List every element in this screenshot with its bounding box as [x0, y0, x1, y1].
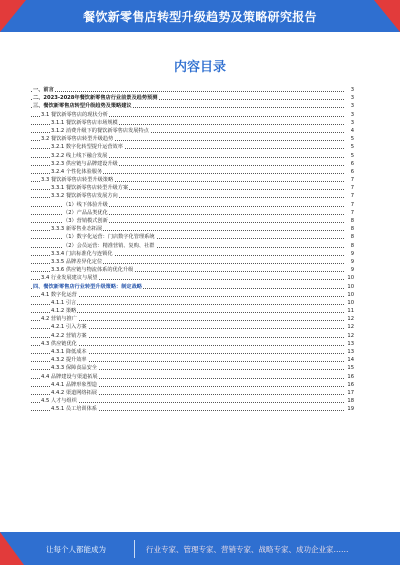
toc-entry-label: 4.4 品牌建设与渠道拓展 — [41, 373, 98, 380]
report-header — [0, 0, 400, 32]
toc-entry-page: 3 — [350, 87, 354, 93]
toc-entry[interactable] — [31, 201, 354, 209]
toc-entry-label: 3.3.1 餐饮新零售店转型升级方案 — [51, 185, 129, 192]
toc-entry[interactable] — [31, 397, 354, 405]
toc-entry-label: 4.2.2 营销方案 — [51, 332, 87, 339]
toc-entry-page: 12 — [347, 324, 354, 331]
toc-entry-page: 15 — [347, 365, 354, 372]
toc-entry[interactable] — [31, 160, 354, 168]
toc-entry-label: 3.3.6 供应链与物流体系的优化升级 — [51, 267, 134, 274]
toc-entry-page: 9 — [350, 250, 354, 257]
toc-entry-label: 4.4.1 品牌形象塑造 — [51, 381, 97, 388]
toc-entry[interactable] — [31, 250, 354, 258]
toc-entry-page: 17 — [347, 389, 354, 396]
toc-entry-page: 7 — [350, 193, 354, 200]
toc-entry[interactable] — [31, 119, 354, 127]
toc-entry-page: 13 — [347, 340, 354, 347]
toc-dot-leader — [31, 296, 344, 297]
toc-entry[interactable] — [31, 323, 354, 331]
toc-entry-page: 3 — [350, 111, 354, 118]
toc-entry[interactable] — [31, 86, 354, 94]
toc-entry-label: （2）产品品类优化 — [63, 209, 108, 216]
toc-entry-page: 6 — [350, 168, 354, 175]
toc-dot-leader — [31, 312, 344, 313]
toc-entry-page: 4 — [350, 127, 354, 134]
toc-entry-page: 16 — [347, 373, 354, 380]
toc-entry-page: 9 — [350, 258, 354, 265]
toc-entry-label: 4.3.2 提升效率 — [51, 357, 87, 364]
toc-entry-label: 4.3.1 降低成本 — [51, 349, 87, 355]
toc-entry[interactable] — [31, 94, 354, 102]
toc-entry-label: 4.3 供应链优化 — [41, 340, 77, 347]
toc-entry[interactable] — [31, 283, 354, 291]
toc-entry-page: 5 — [350, 152, 354, 159]
toc-entry-label: （1）数字化运营：门店数字化管理系统 — [63, 234, 155, 241]
toc-entry-page: 11 — [347, 308, 354, 315]
toc-entry-page: 10 — [347, 291, 354, 298]
toc-entry-label: 一、前言 — [33, 87, 54, 93]
toc-entry[interactable] — [31, 274, 354, 282]
toc-entry[interactable] — [31, 381, 354, 389]
report-title: 餐饮新零售店转型升级趋势及策略研究报告 — [83, 10, 317, 24]
toc-entry-label: 4.5.1 员工培训体系 — [51, 406, 97, 413]
toc-heading: 内容目录 — [173, 60, 226, 75]
toc-entry[interactable] — [31, 209, 354, 217]
toc-entry-label: （1）线下体验升级 — [63, 201, 108, 208]
toc-entry-label: 3.3.5 品牌差异化定位 — [51, 258, 103, 265]
toc-entry-page: 5 — [350, 144, 354, 151]
toc-entry-label: 4.1.2 策略 — [51, 308, 77, 315]
toc-entry[interactable] — [31, 102, 354, 110]
toc-entry[interactable] — [31, 389, 354, 397]
toc-entry[interactable] — [31, 332, 354, 340]
toc-entry[interactable] — [31, 152, 354, 160]
toc-entry-page: 10 — [347, 299, 354, 306]
toc-entry-page: 7 — [350, 209, 354, 216]
toc-entry[interactable] — [31, 217, 354, 225]
toc-entry-page: 10 — [347, 275, 354, 282]
toc-entry[interactable] — [31, 348, 354, 356]
toc-entry-page: 10 — [347, 283, 354, 290]
toc-entry-label: 3.1.2 消费升级下的餐饮新零售店发展特点 — [51, 127, 149, 134]
toc-entry[interactable] — [31, 373, 354, 381]
toc-dot-leader — [31, 402, 344, 403]
toc-entry-label: 3.2.1 数字化转型提升运营效率 — [51, 144, 123, 151]
toc-entry-label: 4.4.2 渠道网络拓展 — [51, 389, 97, 396]
toc-entry-label: 3.4 行业发展建议与展望 — [41, 275, 98, 282]
footer-red-corner — [0, 532, 24, 565]
toc-entry-page: 3 — [350, 95, 354, 102]
toc-entry-page: 9 — [350, 267, 354, 274]
toc-entry[interactable] — [31, 405, 354, 413]
table-of-contents — [31, 86, 354, 414]
toc-entry[interactable] — [31, 340, 354, 348]
toc-entry-page: 6 — [350, 160, 354, 167]
footer-slogan: 让每个人都能成为 — [46, 545, 106, 554]
toc-entry[interactable] — [31, 233, 354, 241]
toc-entry-label: 二、2023-2028年餐饮新零售店行业前景及趋势预测 — [33, 95, 158, 102]
toc-entry-label: 3.3.4 门店标准化与连锁化 — [51, 250, 113, 257]
toc-dot-leader — [31, 304, 344, 305]
toc-entry[interactable] — [31, 242, 354, 250]
toc-entry-label: 三、餐饮新零售店转型升级趋势及策略建议 — [33, 103, 132, 110]
toc-entry[interactable] — [31, 225, 354, 233]
toc-entry-page: 8 — [350, 234, 354, 241]
toc-entry-page: 7 — [350, 201, 354, 208]
toc-entry[interactable] — [31, 168, 354, 176]
toc-entry-label: 3.1 餐饮新零售店的现状分析 — [41, 111, 108, 118]
toc-entry-label: 3.2.2 线上线下融合发展 — [51, 152, 108, 159]
toc-entry-page: 13 — [347, 349, 354, 355]
toc-entry-page: 3 — [350, 119, 354, 126]
footer-divider — [134, 540, 135, 558]
toc-entry[interactable] — [31, 315, 354, 323]
toc-entry[interactable] — [31, 364, 354, 372]
toc-entry-label: 3.3.2 餐饮新零售店发展方向 — [51, 193, 118, 200]
toc-entry-page: 8 — [350, 226, 354, 233]
toc-entry[interactable] — [31, 307, 354, 315]
toc-entry-label: （2）会员运营：精准营销、复购、社群 — [63, 242, 155, 249]
toc-entry[interactable] — [31, 356, 354, 364]
toc-entry-page: 7 — [350, 177, 354, 184]
toc-entry[interactable] — [31, 266, 354, 274]
toc-entry-label: 4.1 数字化运营 — [41, 291, 77, 298]
toc-dot-leader — [31, 91, 344, 92]
toc-dot-leader — [31, 320, 344, 321]
toc-entry-label: 4.5 人才与组织 — [41, 398, 77, 405]
toc-entry-page: 16 — [347, 381, 354, 388]
toc-entry-page: 5 — [350, 136, 354, 143]
toc-entry-page: 8 — [350, 218, 354, 224]
toc-entry[interactable] — [31, 192, 354, 200]
toc-entry[interactable] — [31, 291, 354, 299]
toc-entry-page: 7 — [350, 185, 354, 192]
toc-entry-label: 3.1.1 餐饮新零售店市场规模 — [51, 119, 118, 126]
toc-entry-label: 4.1.1 引言 — [51, 299, 77, 306]
toc-entry-page: 12 — [347, 316, 354, 323]
toc-entry-label: 4.2.1 引入方案 — [51, 324, 87, 331]
toc-entry-label: 3.3 餐饮新零售店转型升级策略 — [41, 177, 114, 184]
toc-entry[interactable] — [31, 184, 354, 192]
toc-entry[interactable] — [31, 143, 354, 151]
toc-entry-page: 14 — [347, 357, 354, 364]
toc-entry[interactable] — [31, 176, 354, 184]
toc-entry[interactable] — [31, 127, 354, 135]
footer-audience: 行业专家、管理专家、营销专家、战略专家、成功企业家…… — [146, 545, 349, 554]
toc-entry-label: 4.2 营销与推广 — [41, 316, 77, 323]
toc-entry[interactable] — [31, 258, 354, 266]
toc-entry-label: 3.3.3 新零售业态拓展 — [51, 226, 103, 233]
toc-entry-label: 3.2.4 个性化体验服务 — [51, 168, 103, 175]
report-footer — [0, 532, 400, 565]
toc-entry[interactable] — [31, 299, 354, 307]
toc-entry-page: 3 — [350, 103, 354, 110]
toc-entry-page: 19 — [347, 406, 354, 413]
toc-entry-page: 8 — [350, 242, 354, 249]
toc-entry-label: 四、餐饮新零售店行业转型升级策略：制定战略 — [33, 283, 142, 290]
toc-entry-label: （3）营销模式创新 — [63, 218, 108, 224]
toc-entry-page: 12 — [347, 332, 354, 339]
toc-dot-leader — [31, 345, 344, 346]
toc-entry-label: 3.2.3 供应链与品牌建设升级 — [51, 160, 118, 167]
toc-entry-label: 3.2 餐饮新零售店转型升级趋势 — [41, 136, 114, 143]
toc-entry[interactable] — [31, 111, 354, 119]
toc-entry[interactable] — [31, 135, 354, 143]
toc-entry-page: 18 — [347, 398, 354, 405]
toc-entry-label: 4.3.3 保障食品安全 — [51, 365, 97, 372]
